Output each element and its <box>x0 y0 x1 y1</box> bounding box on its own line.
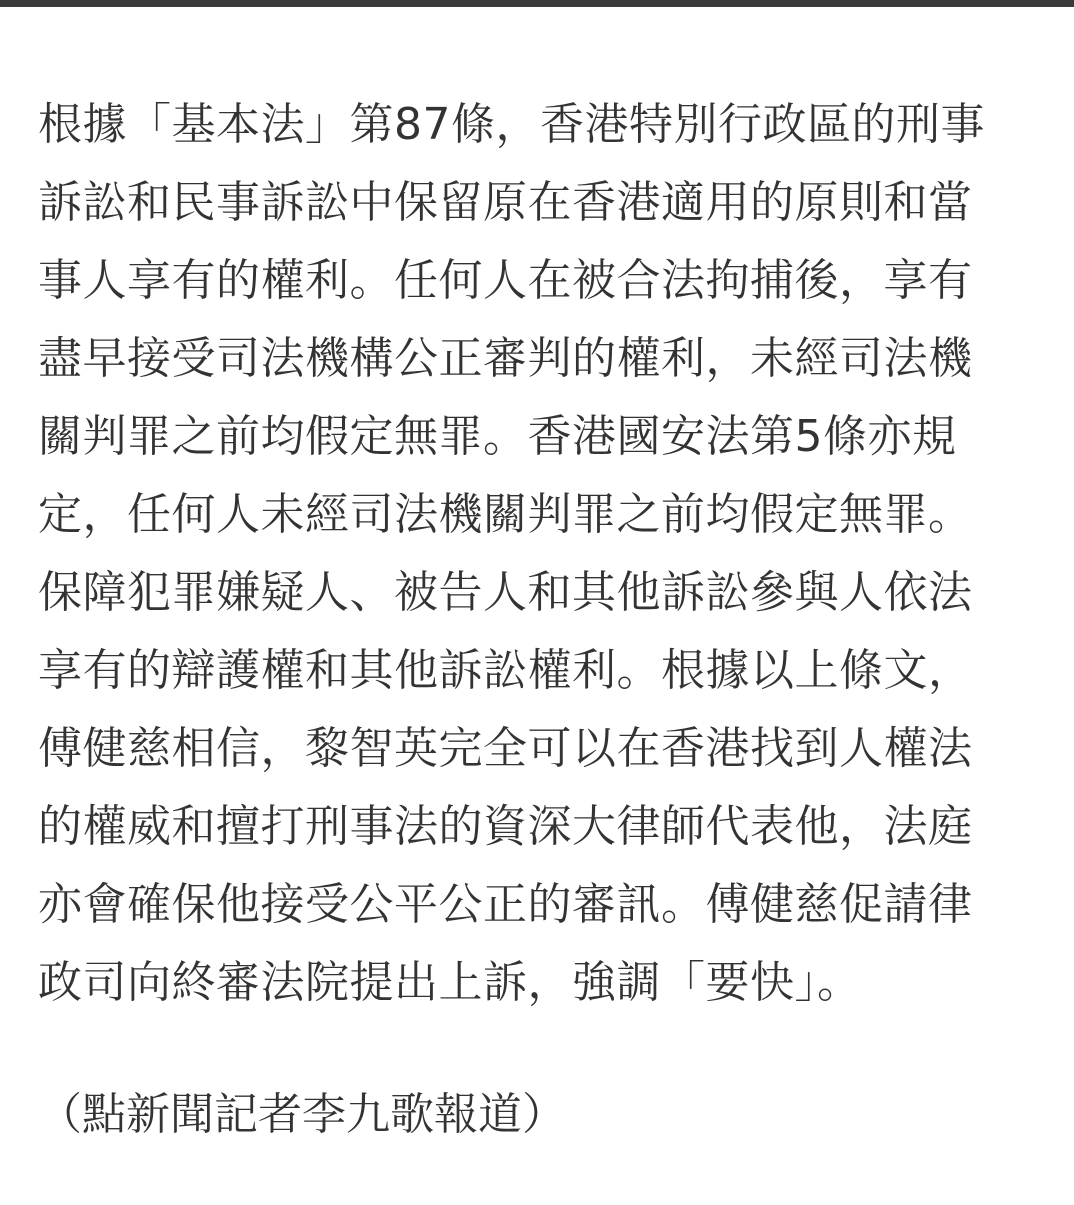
article-paragraph: 根據「基本法」第87條，香港特別行政區的刑事 訴訟和民事訴訟中保留原在香港適用的原則和當 事人享有的權利。任何人在被合法拘捕後，享有 盡早接受司法機構公正審判的權利，未經司法機 關判罪之前均假定無罪。香港國安法第5條亦規 定，任何人未經司法機關判罪之前均假定無罪。 保障犯罪嫌疑人、被告人和其他訴訟參與人依法 享有的辯護權和其他訴訟權利。根據以上條文， 傅健慈相信，黎智英完全可以在香港找到人權法 的權威和擅打刑事法的資深大律師代表他，法庭 亦會確保他接受公平公正的審訊。傅健慈促請律 政司向終審法院提出上訴，強調「要快」。 <box>38 99 985 1008</box>
top-divider <box>0 0 1074 7</box>
article-body <box>38 86 1038 1154</box>
article-byline: （點新聞記者李九歌報道） <box>38 1089 566 1140</box>
